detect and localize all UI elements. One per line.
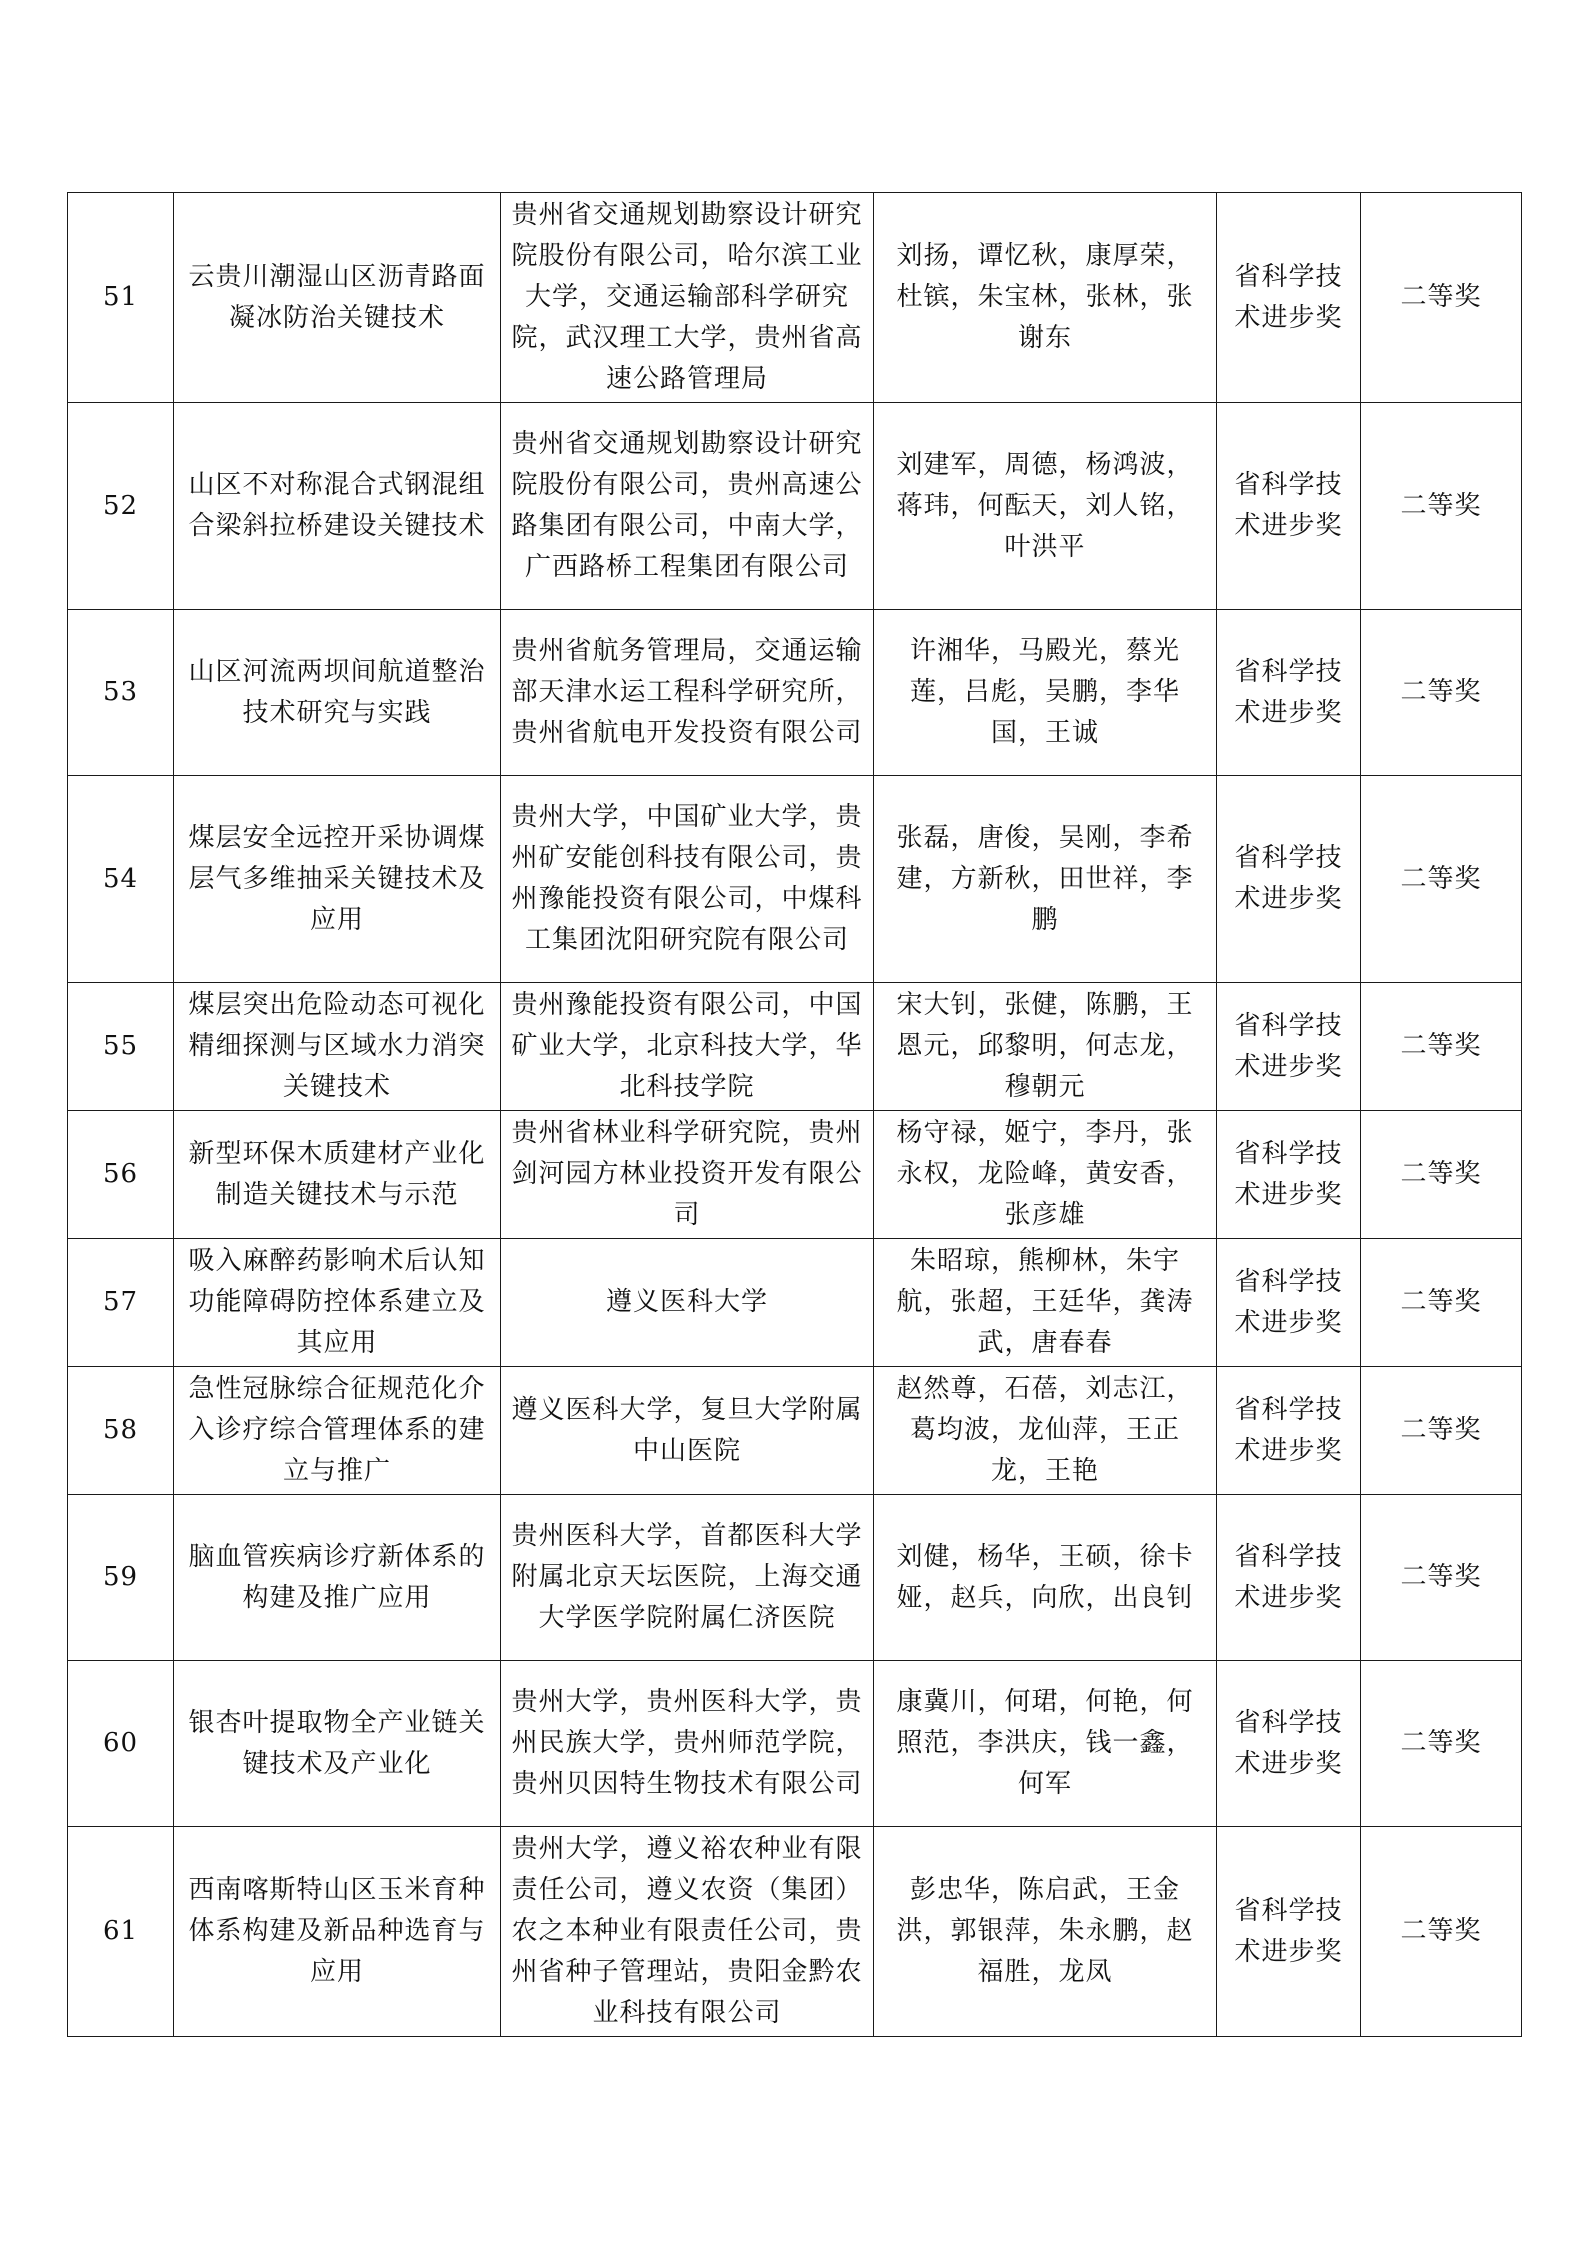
row-number: 51	[68, 193, 174, 403]
table-row	[68, 776, 1522, 983]
award-level: 二等奖	[1361, 1827, 1522, 2037]
award-type: 省科学技术进步奖	[1217, 1111, 1361, 1239]
award-level: 二等奖	[1361, 1661, 1522, 1827]
completing-people: 彭忠华，陈启武，王金洪，郭银萍，朱永鹏，赵福胜，龙凤	[874, 1827, 1217, 2037]
award-type: 省科学技术进步奖	[1217, 1239, 1361, 1367]
award-level: 二等奖	[1361, 1367, 1522, 1495]
award-level: 二等奖	[1361, 1239, 1522, 1367]
award-level: 二等奖	[1361, 776, 1522, 983]
award-type: 省科学技术进步奖	[1217, 983, 1361, 1111]
award-level: 二等奖	[1361, 403, 1522, 610]
row-number: 57	[68, 1239, 174, 1367]
project-name: 云贵川潮湿山区沥青路面凝冰防治关键技术	[174, 193, 501, 403]
row-number: 56	[68, 1111, 174, 1239]
row-number: 61	[68, 1827, 174, 2037]
completing-people: 刘健，杨华，王硕，徐卡娅，赵兵，向欣，出良钊	[874, 1495, 1217, 1661]
completing-units: 贵州省交通规划勘察设计研究院股份有限公司，哈尔滨工业大学，交通运输部科学研究院，武汉理工大学，贵州省高速公路管理局	[501, 193, 874, 403]
table-row	[68, 1239, 1522, 1367]
table-row	[68, 1495, 1522, 1661]
award-level: 二等奖	[1361, 983, 1522, 1111]
project-name: 山区河流两坝间航道整治技术研究与实践	[174, 610, 501, 776]
award-type: 省科学技术进步奖	[1217, 1367, 1361, 1495]
project-name: 银杏叶提取物全产业链关键技术及产业化	[174, 1661, 501, 1827]
award-level: 二等奖	[1361, 610, 1522, 776]
row-number: 58	[68, 1367, 174, 1495]
project-name: 新型环保木质建材产业化制造关键技术与示范	[174, 1111, 501, 1239]
completing-people: 许湘华，马殿光，蔡光莲，吕彪，吴鹏，李华国，王诚	[874, 610, 1217, 776]
row-number: 54	[68, 776, 174, 983]
award-level: 二等奖	[1361, 1111, 1522, 1239]
table-row	[68, 1367, 1522, 1495]
table-row	[68, 193, 1522, 403]
award-type: 省科学技术进步奖	[1217, 193, 1361, 403]
table-row	[68, 1661, 1522, 1827]
award-table	[67, 192, 1522, 2037]
table-row	[68, 1111, 1522, 1239]
completing-units: 贵州大学，遵义裕农种业有限责任公司，遵义农资（集团）农之本种业有限责任公司，贵州省种子管理站，贵阳金黔农业科技有限公司	[501, 1827, 874, 2037]
completing-units: 贵州省交通规划勘察设计研究院股份有限公司，贵州高速公路集团有限公司，中南大学，广西路桥工程集团有限公司	[501, 403, 874, 610]
table-row	[68, 983, 1522, 1111]
row-number: 53	[68, 610, 174, 776]
completing-people: 刘建军，周德，杨鸿波，蒋玮，何酝天，刘人铭，叶洪平	[874, 403, 1217, 610]
project-name: 煤层突出危险动态可视化精细探测与区域水力消突关键技术	[174, 983, 501, 1111]
completing-units: 贵州医科大学，首都医科大学附属北京天坛医院，上海交通大学医学院附属仁济医院	[501, 1495, 874, 1661]
project-name: 脑血管疾病诊疗新体系的构建及推广应用	[174, 1495, 501, 1661]
completing-units: 贵州省林业科学研究院，贵州剑河园方林业投资开发有限公司	[501, 1111, 874, 1239]
completing-people: 张磊，唐俊，吴刚，李希建，方新秋，田世祥，李鹏	[874, 776, 1217, 983]
row-number: 55	[68, 983, 174, 1111]
completing-people: 刘扬，谭忆秋，康厚荣，杜镔，朱宝林，张林，张谢东	[874, 193, 1217, 403]
row-number: 60	[68, 1661, 174, 1827]
completing-people: 杨守禄，姬宁，李丹，张永权，龙险峰，黄安香，张彦雄	[874, 1111, 1217, 1239]
project-name: 西南喀斯特山区玉米育种体系构建及新品种选育与应用	[174, 1827, 501, 2037]
award-type: 省科学技术进步奖	[1217, 1495, 1361, 1661]
project-name: 山区不对称混合式钢混组合梁斜拉桥建设关键技术	[174, 403, 501, 610]
project-name: 急性冠脉综合征规范化介入诊疗综合管理体系的建立与推广	[174, 1367, 501, 1495]
completing-people: 朱昭琼，熊柳林，朱宇航，张超，王廷华，龚涛武，唐春春	[874, 1239, 1217, 1367]
award-type: 省科学技术进步奖	[1217, 1827, 1361, 2037]
award-type: 省科学技术进步奖	[1217, 776, 1361, 983]
table-row	[68, 1827, 1522, 2037]
completing-units: 贵州大学，中国矿业大学，贵州矿安能创科技有限公司，贵州豫能投资有限公司，中煤科工集团沈阳研究院有限公司	[501, 776, 874, 983]
award-type: 省科学技术进步奖	[1217, 403, 1361, 610]
award-type: 省科学技术进步奖	[1217, 1661, 1361, 1827]
row-number: 59	[68, 1495, 174, 1661]
award-type: 省科学技术进步奖	[1217, 610, 1361, 776]
completing-units: 遵义医科大学，复旦大学附属中山医院	[501, 1367, 874, 1495]
table-row	[68, 610, 1522, 776]
completing-people: 宋大钊，张健，陈鹏，王恩元，邱黎明，何志龙，穆朝元	[874, 983, 1217, 1111]
completing-units: 贵州豫能投资有限公司，中国矿业大学，北京科技大学，华北科技学院	[501, 983, 874, 1111]
project-name: 吸入麻醉药影响术后认知功能障碍防控体系建立及其应用	[174, 1239, 501, 1367]
row-number: 52	[68, 403, 174, 610]
project-name: 煤层安全远控开采协调煤层气多维抽采关键技术及应用	[174, 776, 501, 983]
award-level: 二等奖	[1361, 193, 1522, 403]
completing-units: 贵州省航务管理局，交通运输部天津水运工程科学研究所，贵州省航电开发投资有限公司	[501, 610, 874, 776]
completing-units: 贵州大学，贵州医科大学，贵州民族大学，贵州师范学院，贵州贝因特生物技术有限公司	[501, 1661, 874, 1827]
completing-people: 赵然尊，石蓓，刘志江，葛均波，龙仙萍，王正龙，王艳	[874, 1367, 1217, 1495]
completing-people: 康冀川，何珺，何艳，何照范，李洪庆，钱一鑫，何军	[874, 1661, 1217, 1827]
table-row	[68, 403, 1522, 610]
completing-units: 遵义医科大学	[501, 1239, 874, 1367]
award-level: 二等奖	[1361, 1495, 1522, 1661]
